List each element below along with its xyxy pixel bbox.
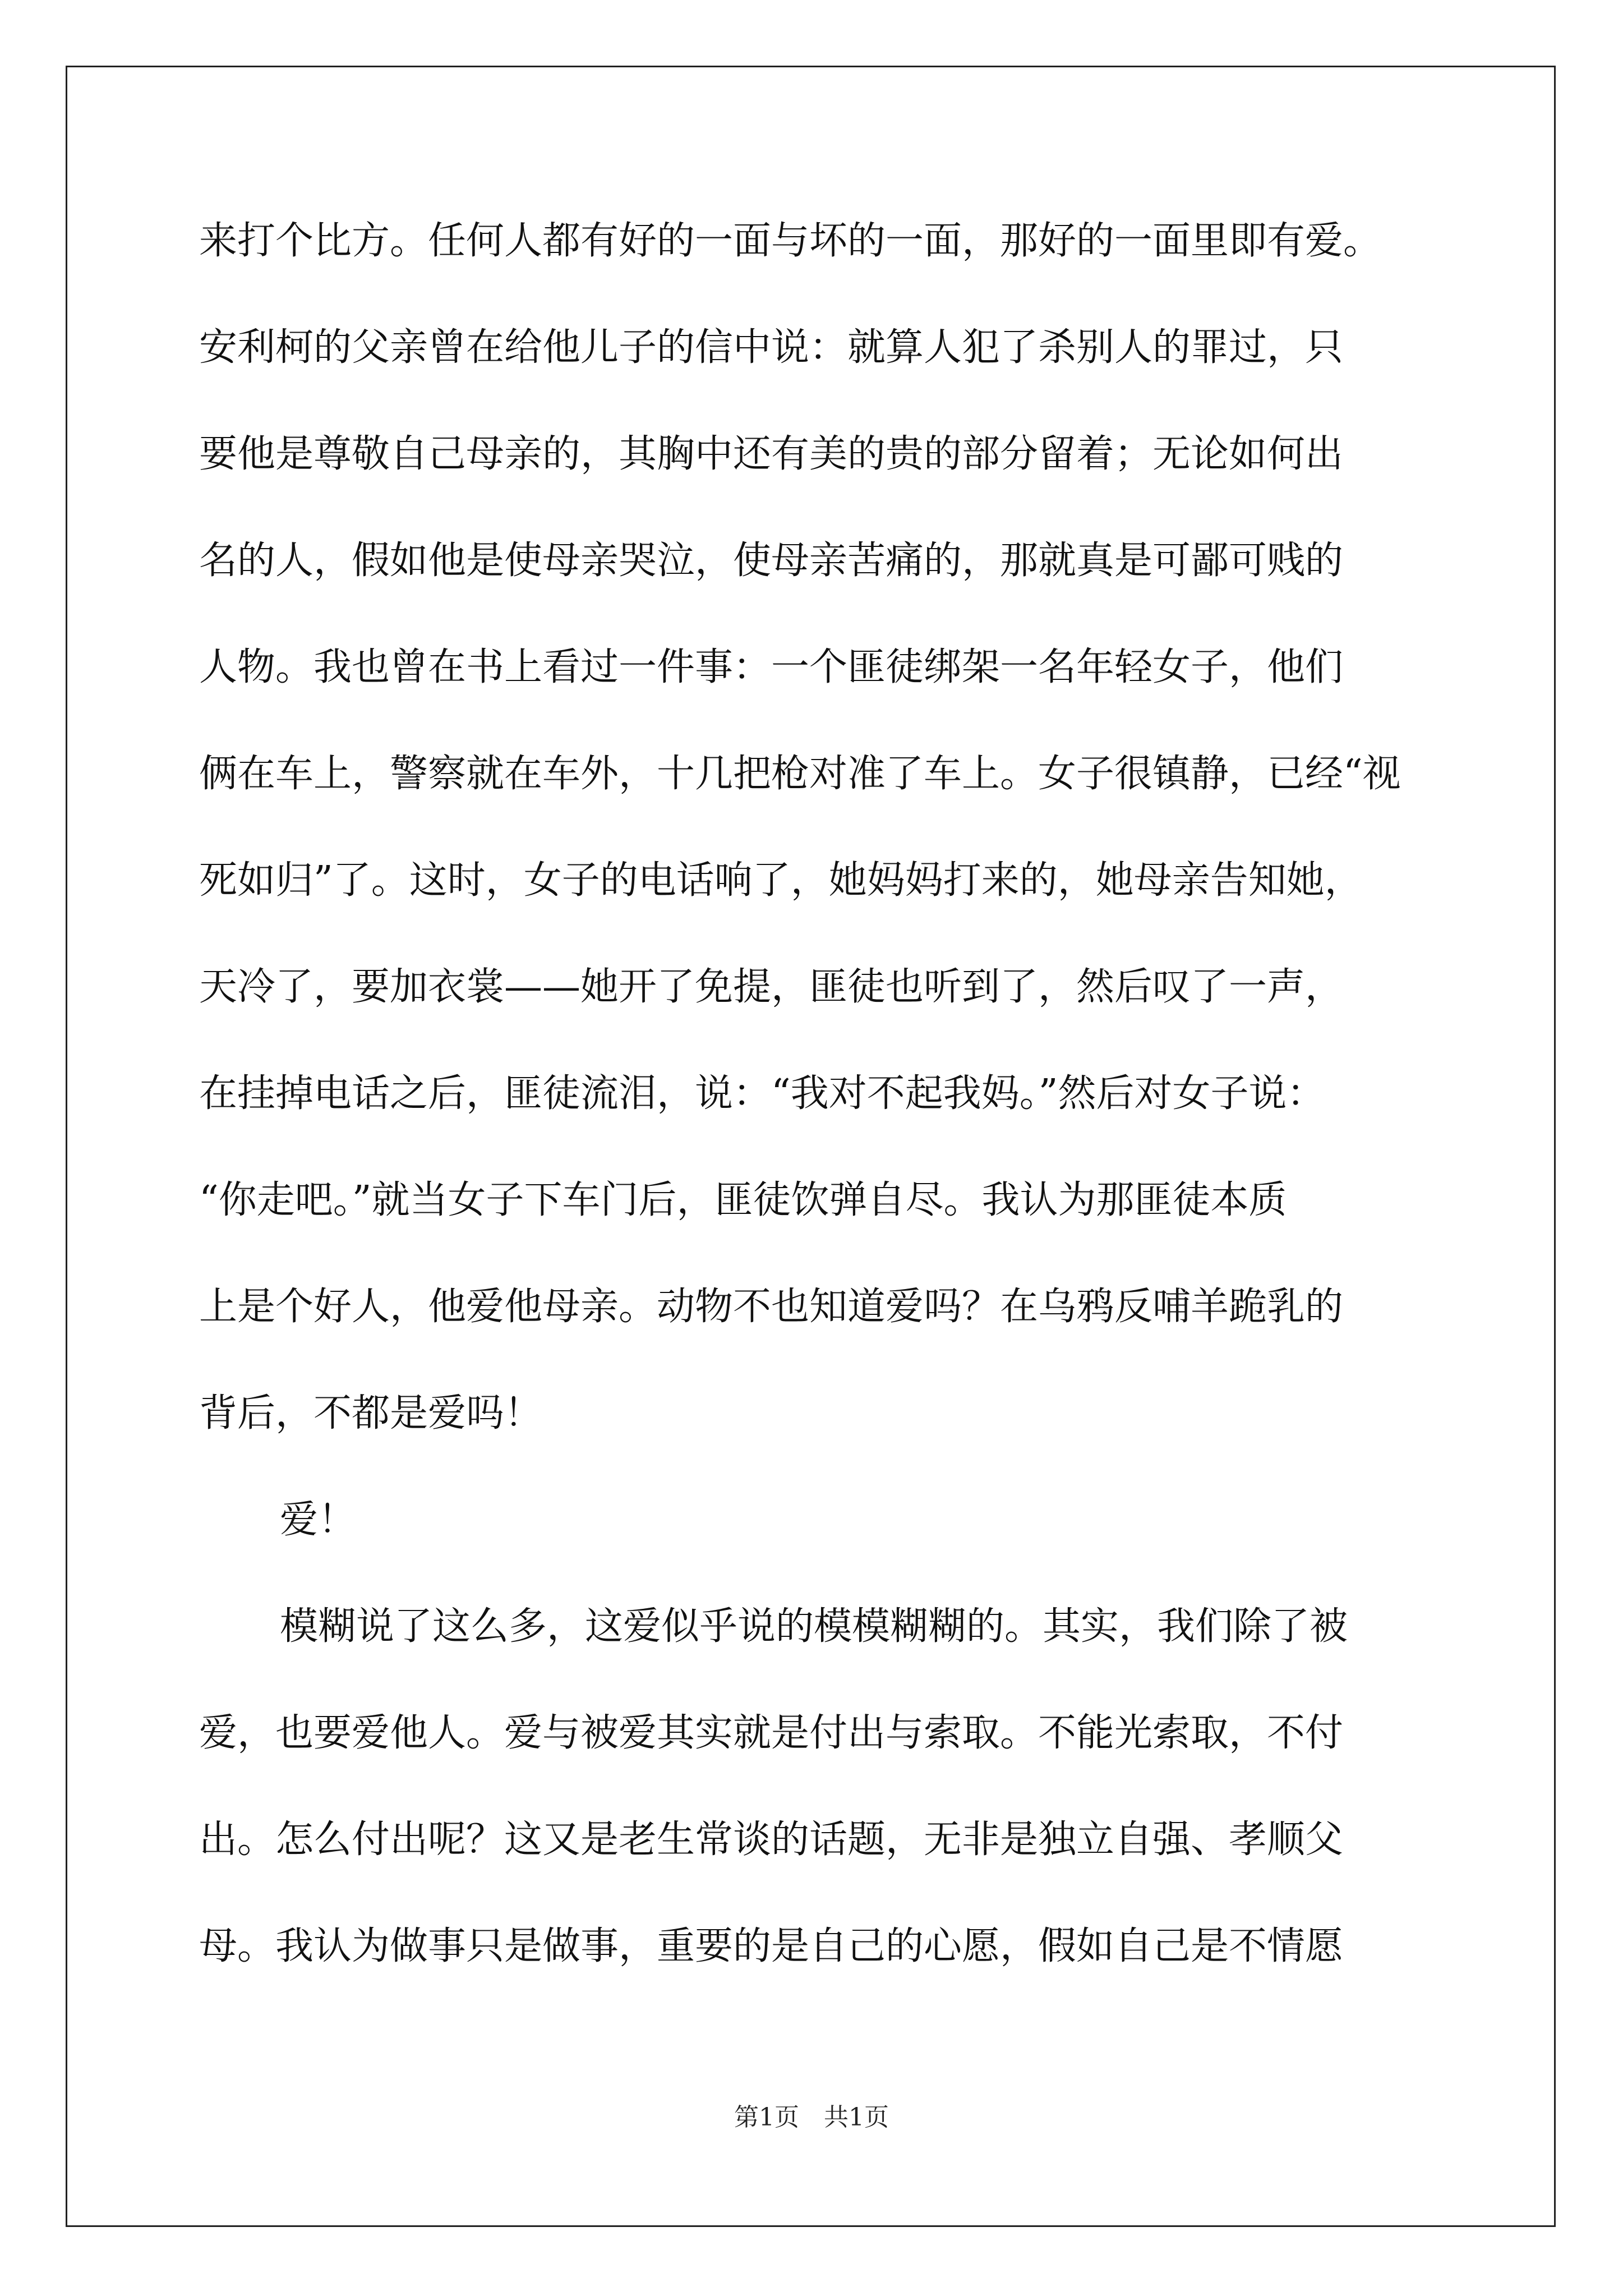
text-line: 背后，不都是爱吗！ [199,1391,543,1435]
text-line: 模糊说了这么多，这爱似乎说的模模糊糊的。其实，我们除了被 [280,1604,1348,1649]
text-line: 上是个好人，他爱他母亲。动物不也知道爱吗？在乌鸦反哺羊跪乳的 [199,1285,1344,1329]
text-line: 名的人，假如他是使母亲哭泣，使母亲苦痛的，那就真是可鄙可贱的 [199,539,1344,583]
text-line: 爱，也要爱他人。爱与被爱其实就是付出与索取。不能光索取，不付 [199,1711,1344,1755]
page-footer: 第1页 共1页 [734,2103,889,2132]
text-line: 安利柯的父亲曾在给他儿子的信中说：就算人犯了杀别人的罪过，只 [199,325,1344,370]
text-line: 俩在车上，警察就在车外，十几把枪对准了车上。女子很镇静，已经“视 [199,752,1401,796]
text-line: 来打个比方。任何人都有好的一面与坏的一面，那好的一面里即有爱。 [199,219,1382,263]
paragraph-heading: 爱！ [280,1498,357,1542]
text-line: “你走吧。”就当女子下车门后，匪徒饮弹自尽。我认为那匪徒本质 [199,1178,1287,1222]
text-line: 天冷了，要加衣裳——她开了免提，匪徒也听到了，然后叹了一声， [199,965,1344,1009]
text-line: 在挂掉电话之后，匪徒流泪，说：“我对不起我妈。”然后对女子说： [199,1071,1325,1116]
text-line: 人物。我也曾在书上看过一件事：一个匪徒绑架一名年轻女子，他们 [199,645,1344,689]
text-line: 要他是尊敬自己母亲的，其胸中还有美的贵的部分留着；无论如何出 [199,432,1344,476]
text-line: 母。我认为做事只是做事，重要的是自己的心愿，假如自己是不情愿 [199,1924,1344,1968]
text-line: 死如归”了。这时，女子的电话响了，她妈妈打来的，她母亲告知她， [199,858,1363,903]
text-line: 出。怎么付出呢？这又是老生常谈的话题，无非是独立自强、孝顺父 [199,1818,1344,1862]
page-border [66,66,1556,2227]
